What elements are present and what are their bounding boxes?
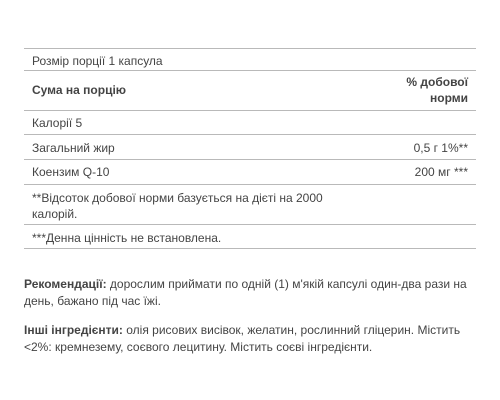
serving-size-row <box>24 48 476 70</box>
nutrient-value: 0,5 г 1%** <box>413 141 468 155</box>
table-row <box>24 159 476 184</box>
recommendations-paragraph <box>24 276 484 310</box>
table-row <box>24 110 476 134</box>
daily-value-header-line1: % добової <box>406 75 468 89</box>
footnote-row <box>24 184 476 224</box>
nutrient-value: 200 мг *** <box>414 165 468 179</box>
footnote-daily-value-basis: **Відсоток добової норми базується на дієті на 2000 калорій. <box>32 191 323 221</box>
nutrient-name: Коензим Q-10 <box>32 165 110 179</box>
footnote-row <box>24 224 476 249</box>
daily-value-header-line2: норми <box>429 91 468 105</box>
amount-per-serving-header: Сума на порцію <box>32 83 127 97</box>
ingredients-label: Інші інгредієнти: <box>24 323 123 337</box>
supplement-facts-table <box>24 48 476 249</box>
recommendations-text: дорослим приймати по одній (1) м'якій капсулі один-два рази на день, бажано під час їжі. <box>24 277 467 308</box>
daily-value-header <box>406 74 468 106</box>
table-header-row <box>24 70 476 110</box>
footnote-not-established: ***Денна цінність не встановлена. <box>32 231 222 245</box>
table-row <box>24 134 476 159</box>
ingredients-paragraph <box>24 322 484 356</box>
ingredients-text: олія рисових висівок, желатин, рослинний гліцерин. Містить <2%: кремнезему, соєвого лецитину. Містить соєві інгредієнти. <box>24 323 461 354</box>
nutrient-name: Калорії 5 <box>32 116 83 130</box>
serving-size: Розмір порції 1 капсула <box>32 54 163 68</box>
recommendations-label: Рекомендації: <box>24 277 107 291</box>
nutrient-name: Загальний жир <box>32 141 115 155</box>
